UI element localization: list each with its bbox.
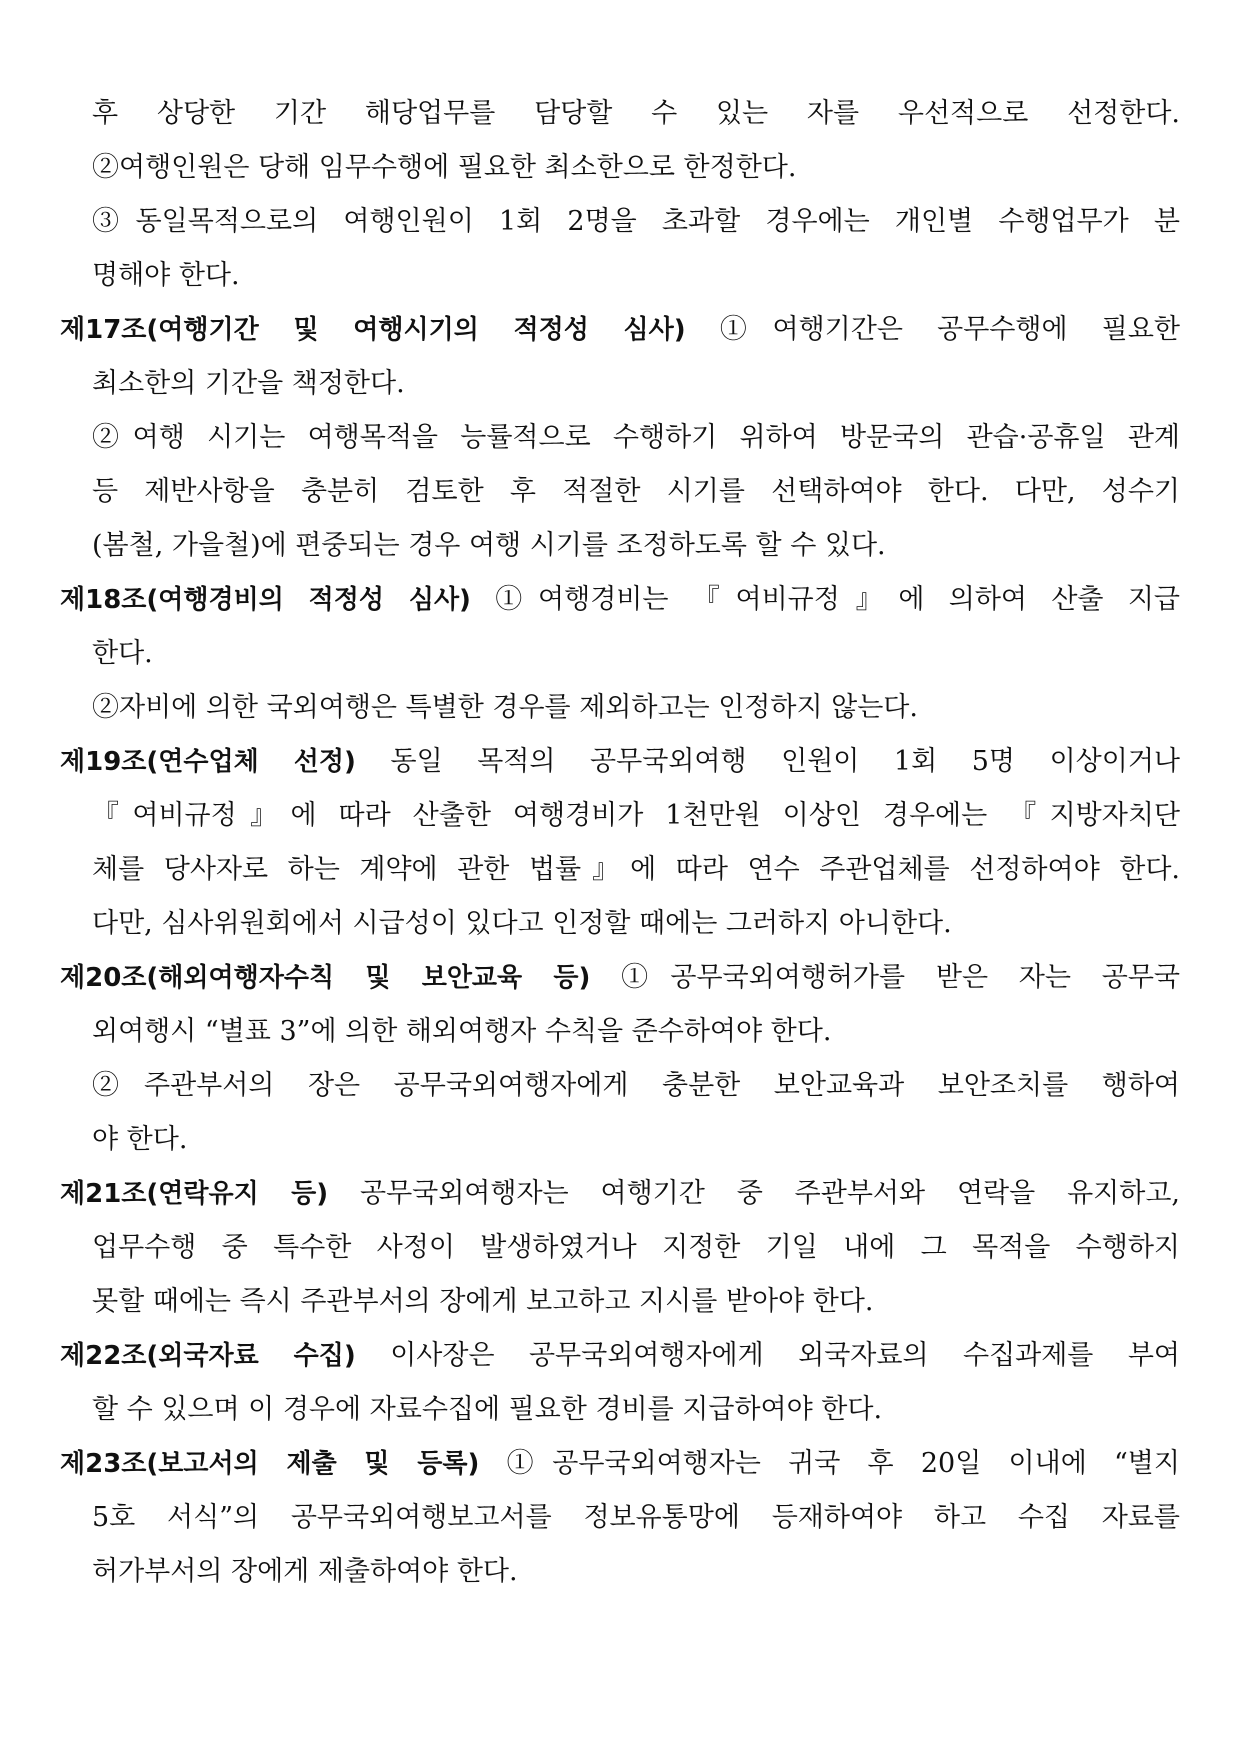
article-line: 등 제반사항을 충분히 검토한 후 적절한 시기를 선택하여야 한다. 다만, 성수기 xyxy=(92,476,1180,507)
article-text: 동일 목적의 공무국외여행 인원이 1회 5명 이상이거나 xyxy=(355,746,1180,777)
article-heading: 제20조(해외여행자수칙 및 보안교육 등) xyxy=(60,963,591,993)
article-heading: 제18조(여행경비의 적정성 심사) xyxy=(60,585,471,615)
article-line: ②주관부서의 장은 공무국외여행자에게 충분한 보안교육과 보안조치를 행하여 xyxy=(92,1070,1180,1101)
article-line: 야 한다. xyxy=(92,1124,188,1155)
intro-line: ②여행인원은 당해 임무수행에 필요한 최소한으로 한정한다. xyxy=(92,152,797,183)
article-text: ①여행기간은 공무수행에 필요한 xyxy=(685,314,1180,345)
article-heading: 제17조(여행기간 및 여행시기의 적정성 심사) xyxy=(60,315,686,345)
article-18 xyxy=(60,582,1180,618)
article-heading: 제22조(외국자료 수집) xyxy=(60,1341,356,1371)
article-text: ①공무국외여행자는 귀국 후 20일 이내에 “별지 xyxy=(479,1448,1180,1479)
intro-line: 명해야 한다. xyxy=(92,260,240,291)
article-17 xyxy=(60,312,1180,348)
article-line: 다만, 심사위원회에서 시급성이 있다고 인정할 때에는 그러하지 아니한다. xyxy=(92,908,952,939)
intro-line: 후 상당한 기간 해당업무를 담당할 수 있는 자를 우선적으로 선정한다. xyxy=(92,98,1180,129)
article-line: ②자비에 의한 국외여행은 특별한 경우를 제외하고는 인정하지 않는다. xyxy=(92,692,918,723)
article-heading: 제23조(보고서의 제출 및 등록) xyxy=(60,1449,480,1479)
intro-line: ③동일목적으로의 여행인원이 1회 2명을 초과할 경우에는 개인별 수행업무가 분 xyxy=(92,206,1180,237)
article-23 xyxy=(60,1446,1180,1482)
article-line: (봄철, 가을철)에 편중되는 경우 여행 시기를 조정하도록 할 수 있다. xyxy=(92,530,886,561)
article-20 xyxy=(60,960,1180,996)
article-line: 한다. xyxy=(92,638,153,669)
article-line: 『여비규정』에 따라 산출한 여행경비가 1천만원 이상인 경우에는 『지방자치단 xyxy=(92,800,1180,831)
article-text: 공무국외여행자는 여행기간 중 주관부서와 연락을 유지하고, xyxy=(328,1178,1180,1209)
article-line: 최소한의 기간을 책정한다. xyxy=(92,368,405,399)
article-line: 외여행시 “별표 3”에 의한 해외여행자 수칙을 준수하여야 한다. xyxy=(92,1016,832,1047)
article-19 xyxy=(60,744,1180,780)
article-line: 업무수행 중 특수한 사정이 발생하였거나 지정한 기일 내에 그 목적을 수행하지 xyxy=(92,1232,1180,1263)
article-heading: 제21조(연락유지 등) xyxy=(60,1179,329,1209)
article-21 xyxy=(60,1176,1180,1212)
article-line: ②여행 시기는 여행목적을 능률적으로 수행하기 위하여 방문국의 관습·공휴일 관계 xyxy=(92,422,1180,453)
article-heading: 제19조(연수업체 선정) xyxy=(60,747,356,777)
article-text: ①공무국외여행허가를 받은 자는 공무국 xyxy=(590,962,1180,993)
article-line: 체를 당사자로 하는 계약에 관한 법률』에 따라 연수 주관업체를 선정하여야 한다. xyxy=(92,854,1180,885)
article-line: 할 수 있으며 이 경우에 자료수집에 필요한 경비를 지급하여야 한다. xyxy=(92,1394,883,1425)
article-22 xyxy=(60,1338,1180,1374)
article-line: 못할 때에는 즉시 주관부서의 장에게 보고하고 지시를 받아야 한다. xyxy=(92,1286,874,1317)
article-line: 5호 서식”의 공무국외여행보고서를 정보유통망에 등재하여야 하고 수집 자료를 xyxy=(92,1502,1180,1533)
article-text: ①여행경비는 『여비규정』에 의하여 산출 지급 xyxy=(470,584,1180,615)
article-line: 허가부서의 장에게 제출하여야 한다. xyxy=(92,1556,518,1587)
article-text: 이사장은 공무국외여행자에게 외국자료의 수집과제를 부여 xyxy=(355,1340,1180,1371)
